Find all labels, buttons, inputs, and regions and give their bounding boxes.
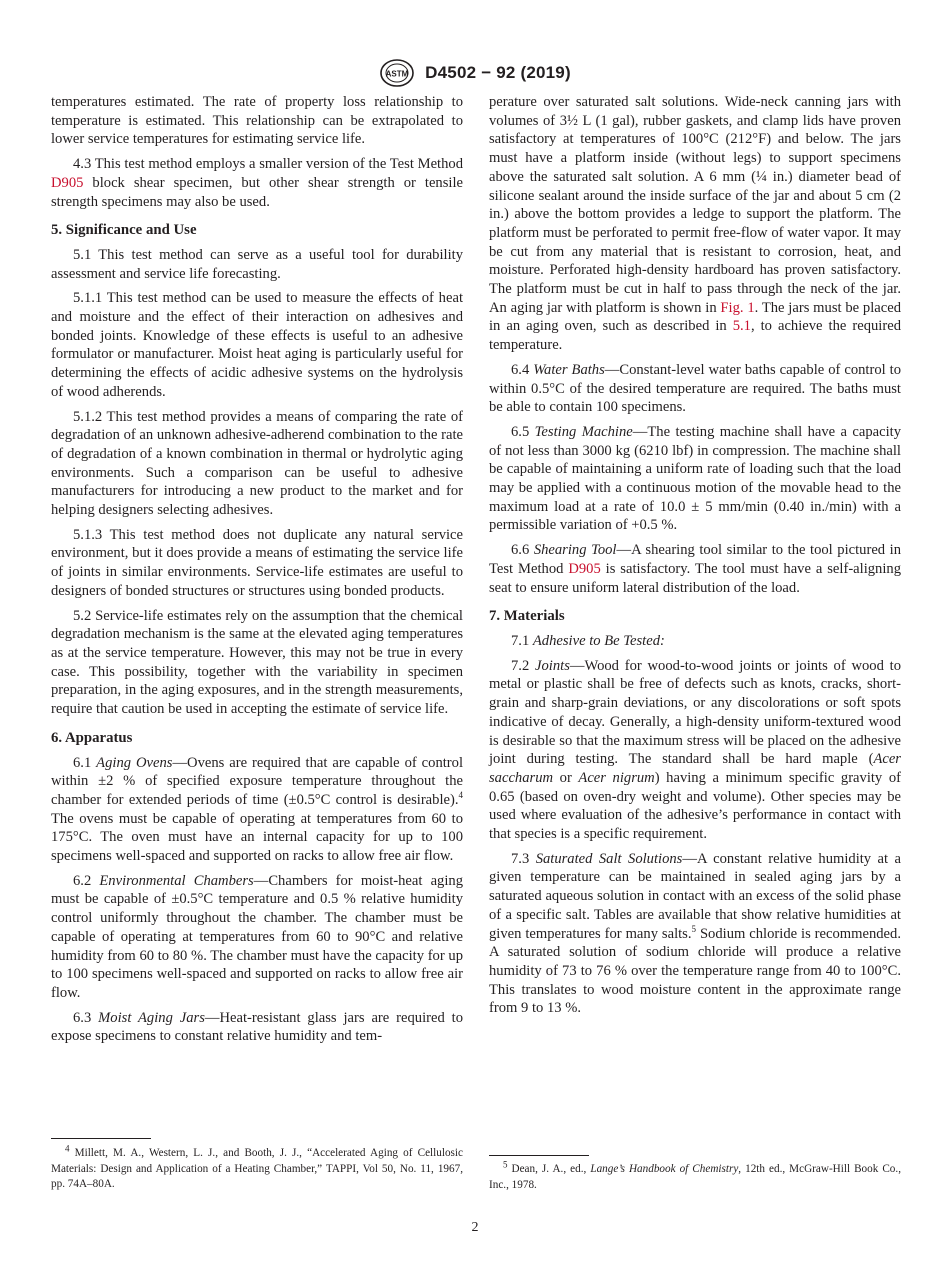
- d905-link[interactable]: D905: [568, 560, 601, 577]
- paragraph-6-3: 6.3 Moist Aging Jars—Heat-resistant glass jars are required to expose specimens to constant relative humidity and tem-: [51, 1009, 463, 1045]
- footnote-divider-left: [51, 1138, 151, 1139]
- section-5-heading: 5. Significance and Use: [51, 222, 197, 239]
- paragraph-5-1-1: 5.1.1 This test method can be used to measure the effects of heat and moisture and the effect of their interaction on adhesives and bonded joints. Knowledge of these effects is useful to an adhesive formulator or manufacturer. Moist heat aging is particularly useful for determining the effects of acidic adhesive systems on the hydrolysis of wood adherends.: [51, 290, 463, 400]
- left-column: [51, 93, 463, 1052]
- standard-designation: D4502 − 92 (2019): [425, 63, 571, 82]
- figure-1-link[interactable]: Fig. 1: [720, 299, 755, 316]
- right-column: [489, 93, 901, 1024]
- paragraph-6-2: 6.2 Environmental Chambers—Chambers for moist-heat aging must be capable of ±0.5°C temperature and 0.5 % relative humidity control uniformly throughout the chamber. The chamber must be capable of operating at temperatures from 60 to 90°C and relative humidity from 60 to 80 %. The chamber must have the capacity for up to 100 specimens well-spaced and supported on racks to allow free air flow.: [51, 872, 463, 1001]
- section-5-1-link[interactable]: 5.1: [732, 318, 751, 335]
- footnote-4: $^4$ Millett, M. A., Western, L. J., and Booth, J. J., “Accelerated Aging of Cellulosic Materials: Design and Application of a Heating Chamber,” TAPPI, Vol 50, No. 11, 1967, pp. 74A–80A.: [51, 1143, 463, 1191]
- page-header: [0, 58, 950, 88]
- astm-logo-icon: [379, 58, 415, 88]
- paragraph-5-1: 5.1 This test method can serve as a useful tool for durability assessment and service life forecasting.: [51, 246, 463, 282]
- section-7-heading: 7. Materials: [489, 608, 565, 625]
- footnote-divider-right: [489, 1155, 589, 1156]
- paragraph-4-3: 4.3 This test method employs a smaller version of the Test Method D905 block shear specimen, but other shear strength or tensile strength specimens may also be used.: [51, 156, 463, 210]
- paragraph-4-2-continued: temperatures estimated. The rate of property loss relationship to temperature is estimated. This relationship can be extrapolated to lower service temperatures for estimating service life.: [51, 94, 463, 148]
- footnote-ref-5[interactable]: 5: [691, 923, 697, 934]
- d905-link[interactable]: D905: [51, 174, 84, 191]
- paragraph-5-1-2: 5.1.2 This test method provides a means of comparing the rate of degradation of an unknown adhesive-adherend combination to the rate of degradation of a known combination in thermal or hydrolytic aging environments. Such a comparison can be useful to adhesive manufacturers for introducing a new product to the market and for helping designers selecting adhesives.: [51, 408, 463, 519]
- section-6-heading: 6. Apparatus: [51, 729, 133, 746]
- paragraph-6-4: 6.4 Water Baths—Constant-level water baths capable of control to within 0.5°C of the desired temperature are required. The baths must be able to contain 100 specimens.: [489, 361, 902, 416]
- paragraph-6-1: 6.1 Aging Ovens—Ovens are required that are capable of control within ±2 % of specified exposure temperature throughout the chamber for extended periods of time (±0.5°C control is desirable).$^4$ The ovens must be capable of operating at temperatures from 60 to 175°C. The oven must have an internal capacity for up to 100 specimens well-spaced and supported on racks to allow free air flow.: [51, 754, 464, 865]
- paragraph-7-2: 7.2 Joints—Wood for wood-to-wood joints or joints of wood to metal or plastic shall be free of defects such as knots, cracks, short-grain and sharp-grain deviations, or any discolorations or soft spots indicative of decay. Generally, a high-density uniform-textured wood is desirable so that the maximum stress will be placed on the adhesive joint during testing. The standard shall be hard maple (Acer saccharum or Acer nigrum) having a minimum specific gravity of 0.65 (based on oven-dry weight and volume). Other species may be used where evaluation of the adhesive’s performance in contact with that species is a specific requirement.: [489, 657, 901, 843]
- paragraph-5-2: 5.2 Service-life estimates rely on the assumption that the chemical degradation mechanism is the same at the elevated aging temperatures as at the service temperature. However, this may not be true in every case. This possibility, together with the variability in specimen preparation, in the aging exposures, and in the strength measurements, require that caution be used in accepting the estimate of service life.: [51, 607, 463, 718]
- footnote-5: $^5$ Dean, J. A., ed., Lange’s Handbook of Chemistry, 12th ed., McGraw-Hill Book Co., Inc., 1978.: [489, 1159, 901, 1191]
- paragraph-6-3-continued: perature over saturated salt solutions. Wide-neck canning jars with volumes of 3½ L (1 gal), rubber gaskets, and clamp lids have proven satisfactory at temperatures of 100°C (212°F) and below. The jars must have a platform inside (without legs) to support specimens above the saturated salt solution. A 6 mm (¼ in.) diameter bead of silicone sealant around the inside surface of the jar and about 5 cm (2 in.) above the bottom provides a ledge to support the platform. The platform must be perforated to permit free-flow of water vapor. It may be cut from any material that is resistant to corrosion, heat, and moisture. Perforated high-density hardboard has proven satisfactory. The platform must be cut in half to pass through the neck of the jar. An aging jar with platform is shown in Fig. 1. The jars must be placed in an aging oven, such as described in 5.1, to achieve the required temperature.: [489, 94, 902, 354]
- paragraph-7-1: 7.1 Adhesive to Be Tested:: [511, 632, 665, 649]
- page-number: 2: [471, 1220, 479, 1235]
- paragraph-5-1-3: 5.1.3 This test method does not duplicate any natural service environment, but it does provide a means of estimating the service life of joints in similar environments. Service-life estimates are useful to designers of bonded structures or structures using bonded products.: [51, 526, 463, 599]
- paragraph-6-6: 6.6 Shearing Tool—A shearing tool similar to the tool pictured in Test Method D905 is satisfactory. The tool must have a self-aligning seat to ensure uniform lateral distribution of the load.: [489, 542, 902, 596]
- paragraph-6-5: 6.5 Testing Machine—The testing machine shall have a capacity of not less than 3000 kg (6210 lbf) in compression. The machine shall be capable of maintaining a uniform rate of loading such that the load may be applied with a continuous motion of the movable head to the maximum load at a rate of 10.0 ± 5 mm/min (0.40 in./min) with a permissible variation of +0.5 %.: [489, 423, 902, 534]
- footnote-ref-4[interactable]: 4: [458, 790, 463, 801]
- svg-text:ASTM: ASTM: [385, 69, 409, 79]
- paragraph-7-3: 7.3 Saturated Salt Solutions—A constant relative humidity at a given temperature can be maintained in sealed aging jars by a saturated aqueous solution in contact with an excess of the solid phase of a specific salt. Tables are available that show relative humidities at given temperatures for many salts.$^5$ Sodium chloride is recommended. A saturated solution of sodium chloride will produce a relative humidity of 73 to 76 % over the temperature range from 40 to 100°C. This translates to wood moisture content in the approximate range from 9 to 13 %.: [489, 850, 902, 1017]
